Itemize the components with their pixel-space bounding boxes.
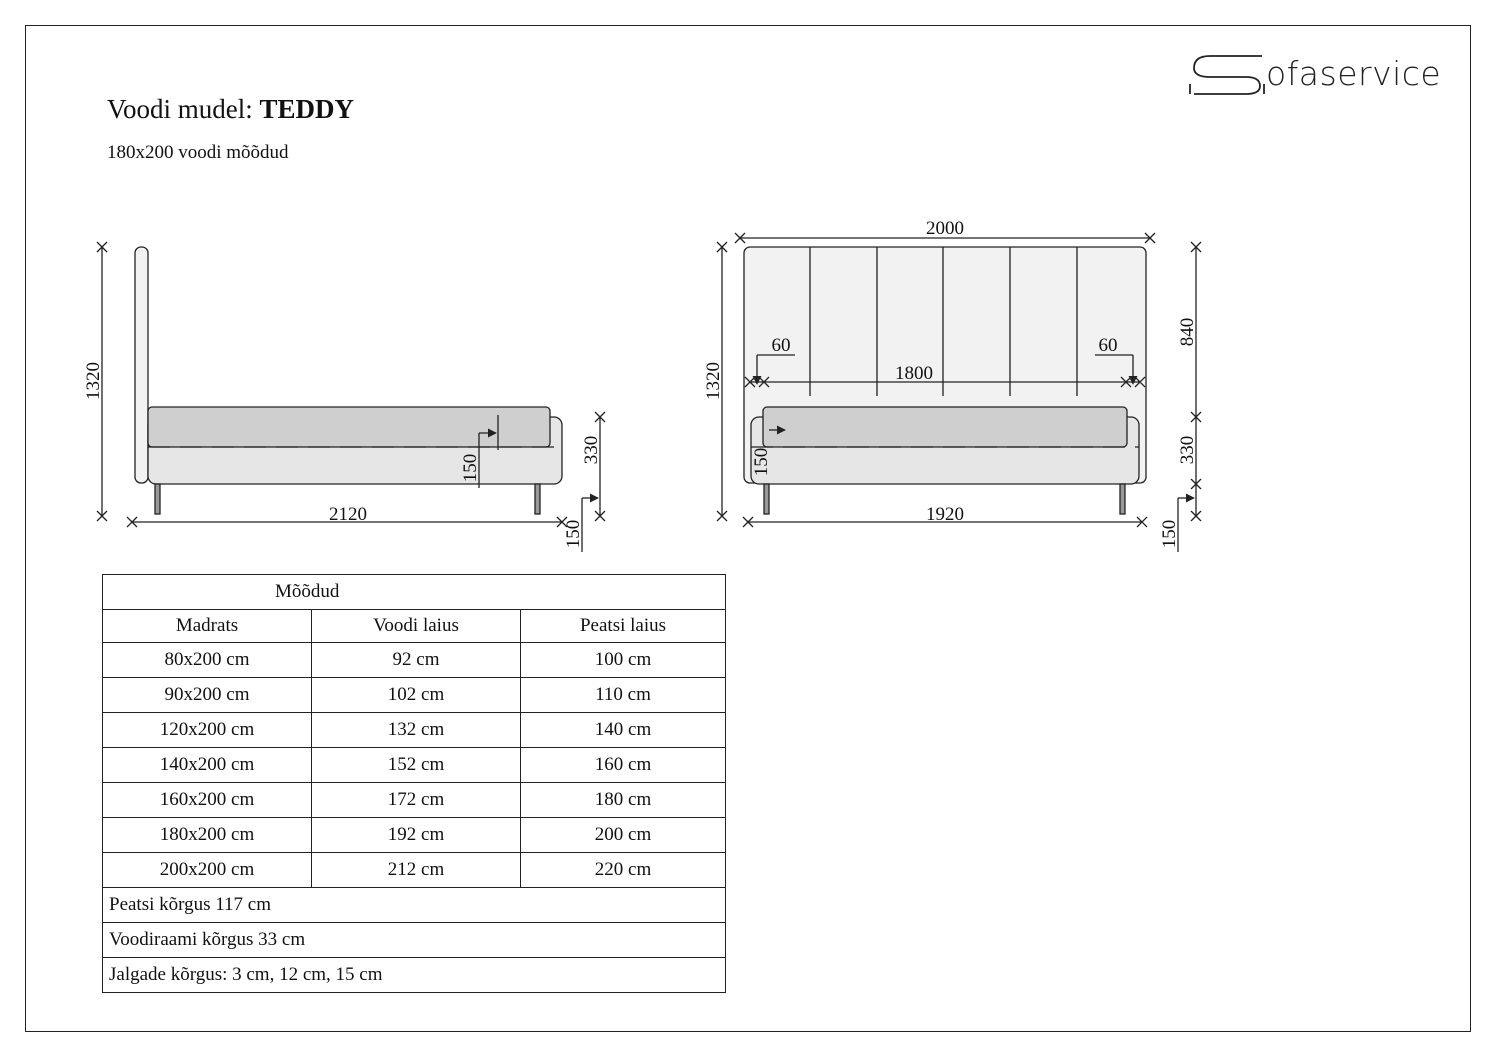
front-mattress-inset-label: 150 xyxy=(751,447,772,477)
front-mattress-width-label: 1800 xyxy=(895,363,933,384)
side-leg-left xyxy=(155,484,160,514)
front-leg-left xyxy=(764,484,769,514)
table-row: 160x200 cm 172 cm 180 cm xyxy=(103,783,726,818)
model-name: TEDDY xyxy=(259,94,355,124)
page-subtitle: 180x200 voodi mõõdud xyxy=(107,142,289,163)
front-frame-width-label: 1920 xyxy=(926,504,964,525)
front-width-label: 2000 xyxy=(926,218,964,239)
side-length-label: 2120 xyxy=(329,504,367,525)
dimensions-table xyxy=(102,574,726,993)
note-frame-height: Voodiraami kõrgus 33 cm xyxy=(103,923,726,958)
table-row: 120x200 cm 132 cm 140 cm xyxy=(103,713,726,748)
side-headboard xyxy=(135,247,148,483)
side-leg-right xyxy=(535,484,540,514)
table-title-row xyxy=(103,575,726,610)
col-madrats: Madrats xyxy=(103,610,312,643)
note-headboard-height: Peatsi kõrgus 117 cm xyxy=(103,888,726,923)
front-right-gap-label: 60 xyxy=(1098,335,1118,356)
table-row: 80x200 cm 92 cm 100 cm xyxy=(103,643,726,678)
col-peatsi-laius: Peatsi laius xyxy=(521,610,726,643)
table-row: 180x200 cm 192 cm 200 cm xyxy=(103,818,726,853)
note-leg-height: Jalgade kõrgus: 3 cm, 12 cm, 15 cm xyxy=(103,958,726,993)
table-row: 140x200 cm 152 cm 160 cm xyxy=(103,748,726,783)
table-title: Mõõdud xyxy=(103,575,726,610)
table-note-row xyxy=(103,958,726,993)
front-left-gap-label: 60 xyxy=(771,335,791,356)
front-height-label: 1320 xyxy=(703,362,724,400)
side-frame-height-label: 330 xyxy=(581,435,602,465)
table-note-row xyxy=(103,888,726,923)
col-voodi-laius: Voodi laius xyxy=(312,610,521,643)
table-note-row xyxy=(103,923,726,958)
side-height-label: 1320 xyxy=(83,362,104,400)
table-header-row xyxy=(103,610,726,643)
logo-text: ofaservice xyxy=(1266,54,1442,93)
title-prefix: Voodi mudel: xyxy=(107,94,260,124)
table-row: 90x200 cm 102 cm 110 cm xyxy=(103,678,726,713)
side-leg-height-label: 150 xyxy=(563,519,584,549)
front-leg-height-label: 150 xyxy=(1159,519,1180,549)
front-headboard-upper-label: 840 xyxy=(1177,317,1198,347)
front-leg-right xyxy=(1120,484,1125,514)
front-frame-height-label: 330 xyxy=(1177,435,1198,465)
table-row: 200x200 cm 212 cm 220 cm xyxy=(103,853,726,888)
front-mattress xyxy=(763,407,1127,447)
side-mattress xyxy=(148,407,550,447)
side-mattress-inset-label: 150 xyxy=(460,453,481,483)
